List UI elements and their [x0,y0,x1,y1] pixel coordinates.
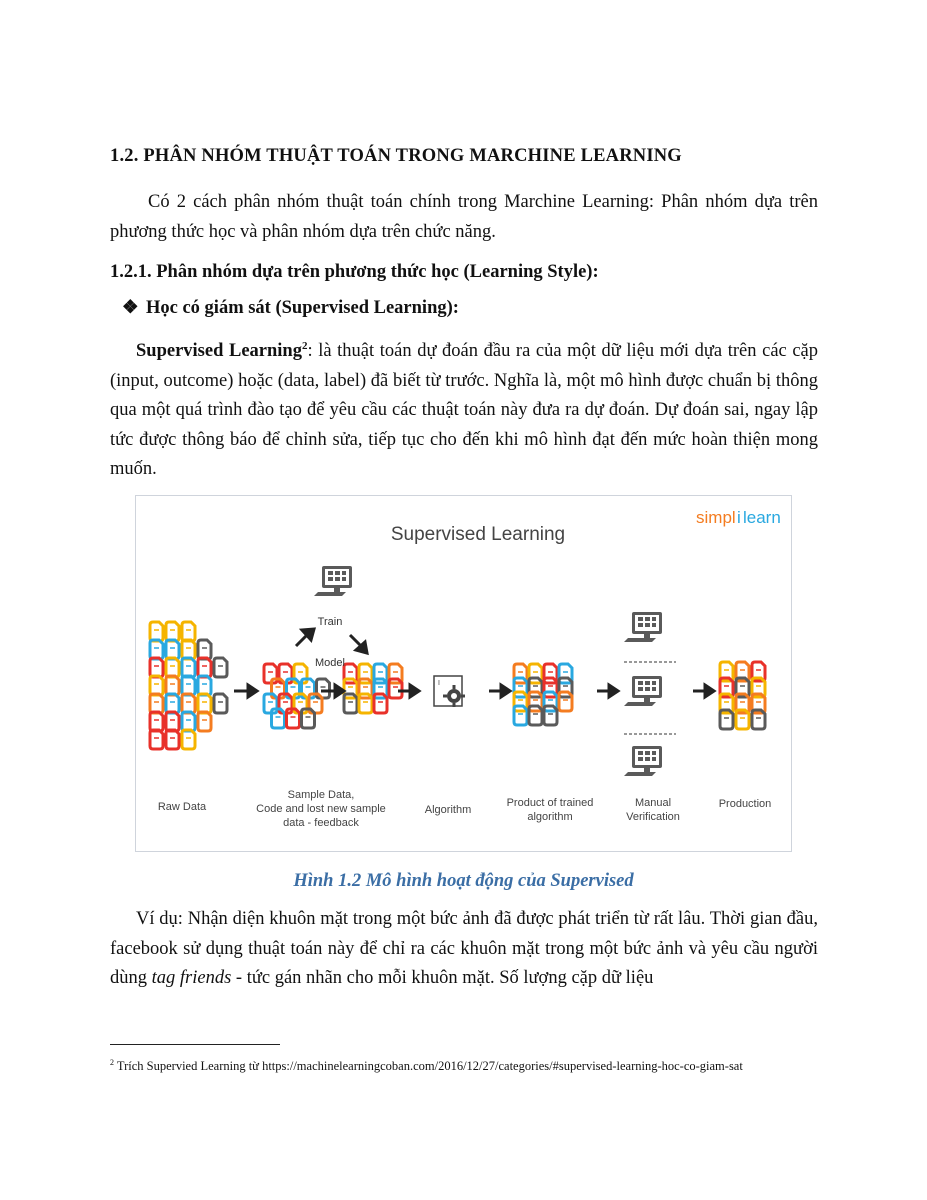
label-sample-data-2: Code and lost new sample [256,803,386,815]
document-icon [198,676,211,695]
document-icon [150,622,163,641]
document-icon [166,658,179,677]
tag-friends-term: tag friends [151,968,232,988]
document-icon [544,706,557,725]
logo-part-1: simpl [696,508,736,527]
document-icon [529,706,542,725]
subsection-heading: 1.2.1. Phân nhóm dựa trên phương thức học (Learning Style): [110,262,599,282]
document-icon [150,712,163,731]
document-icon [182,622,195,641]
document-icon [514,706,527,725]
bullet-heading-line [122,297,459,319]
footnote-ref: 2 [301,340,308,352]
footnote-text: Trích Supervied Learning từ https://machinelearningcoban.com/2016/12/27/categories/#supervised-learning-hoc-co-giam-sat [114,1059,743,1074]
raw-data-cluster [150,622,227,749]
document-icon [559,692,572,711]
footnote-separator [110,1044,280,1045]
supervised-paragraph [110,332,818,485]
document-icon [182,676,195,695]
logo-part-3: learn [743,508,781,527]
document-icon [150,658,163,677]
model-label: Model [315,657,345,669]
verification-computer-icon-3 [624,746,662,776]
simplilearn-logo [696,508,781,527]
algorithm-gear-icon [434,676,465,707]
document-icon [182,694,195,713]
figure-caption: Hình 1.2 Mô hình hoạt động của Supervised [293,871,634,891]
sample-data-cluster-2 [344,664,402,713]
label-production: Production [718,798,772,810]
supervised-definition: : là thuật toán dự đoán đầu ra của một dữ liệu mới dựa trên các cặp (input, outcome) hoặc (data, label) đã biết từ trước. Nghĩa là, một mô hình được chuẩn bị thông qua một quá trình đào tạo để yêu cầu các thuật toán này đưa ra dự đoán. Dự đoán sai, ngay lập tức được thông báo để chỉnh sửa, tiếp tục cho đến khi mô hình đạt đến mức hoàn thiện mong muốn. [110,341,819,480]
document-icon [166,730,179,749]
bullet-heading: Học có giám sát (Supervised Learning): [146,298,459,318]
train-computer-icon [314,566,352,596]
label-sample-data-1: Sample Data, [287,789,355,801]
label-product-1: Product of trained [506,797,594,809]
supervised-term: Supervised Learning$^2$ [136,340,308,362]
document-icon [182,658,195,677]
stage-labels [158,789,771,829]
document-icon [166,622,179,641]
document-icon [198,658,211,677]
verification-computer-icon-1 [624,612,662,642]
document-icon [198,640,211,659]
document-icon [150,676,163,695]
label-product-2: algorithm [527,811,573,823]
footnote [110,1054,830,1075]
figure-diagram [136,496,791,851]
svg-text:I: I [438,680,440,687]
footnote-number: 2 [110,1058,114,1067]
document-icon [166,640,179,659]
logo-part-2: i [737,508,741,527]
train-label: Train [317,616,343,628]
example-paragraph: Ví dụ: Nhận diện khuôn mặt trong một bức ảnh đã được phát triển từ rất lâu. Thời gian đầu, facebook sử dụng thuật toán này để chỉ ra các khuôn mặt trong một bức ảnh và yêu cầu người dùng tag friends - tức gán nhãn cho mỗi khuôn mặt. Số lượng cặp dữ liệu [110,909,818,988]
label-sample-data-3: data - feedback [283,817,359,829]
document-icon [182,730,195,749]
document-icon [150,694,163,713]
document-icon [214,658,227,677]
document-icon [166,676,179,695]
document-icon [182,712,195,731]
diamond-bullet-icon: ❖ [122,298,139,318]
document-icon [198,712,211,731]
document-icon [198,694,211,713]
document-icon [150,640,163,659]
document-icon [214,694,227,713]
manual-verification-icons [624,612,676,776]
label-algorithm: Algorithm [424,804,472,816]
product-cluster [514,664,572,725]
section-heading: 1.2. PHÂN NHÓM THUẬT TOÁN TRONG MARCHINE LEARNING [110,146,682,166]
production-cluster [720,662,765,729]
document-icon [150,730,163,749]
verification-computer-icon-2 [624,676,662,706]
label-manual-1: Manual [634,797,672,809]
document-icon [182,640,195,659]
label-raw-data: Raw Data [157,801,207,813]
intro-paragraph: Có 2 cách phân nhóm thuật toán chính trong Marchine Learning: Phân nhóm dựa trên phương thức học và phân nhóm dựa trên chức năng. [110,192,818,242]
figure-title: Supervised Learning [390,524,566,545]
sample-data-cluster-1 [264,664,330,728]
label-manual-2: Verification [626,811,680,823]
document-icon [166,694,179,713]
supervised-learning-figure [135,495,792,852]
document-icon [166,712,179,731]
